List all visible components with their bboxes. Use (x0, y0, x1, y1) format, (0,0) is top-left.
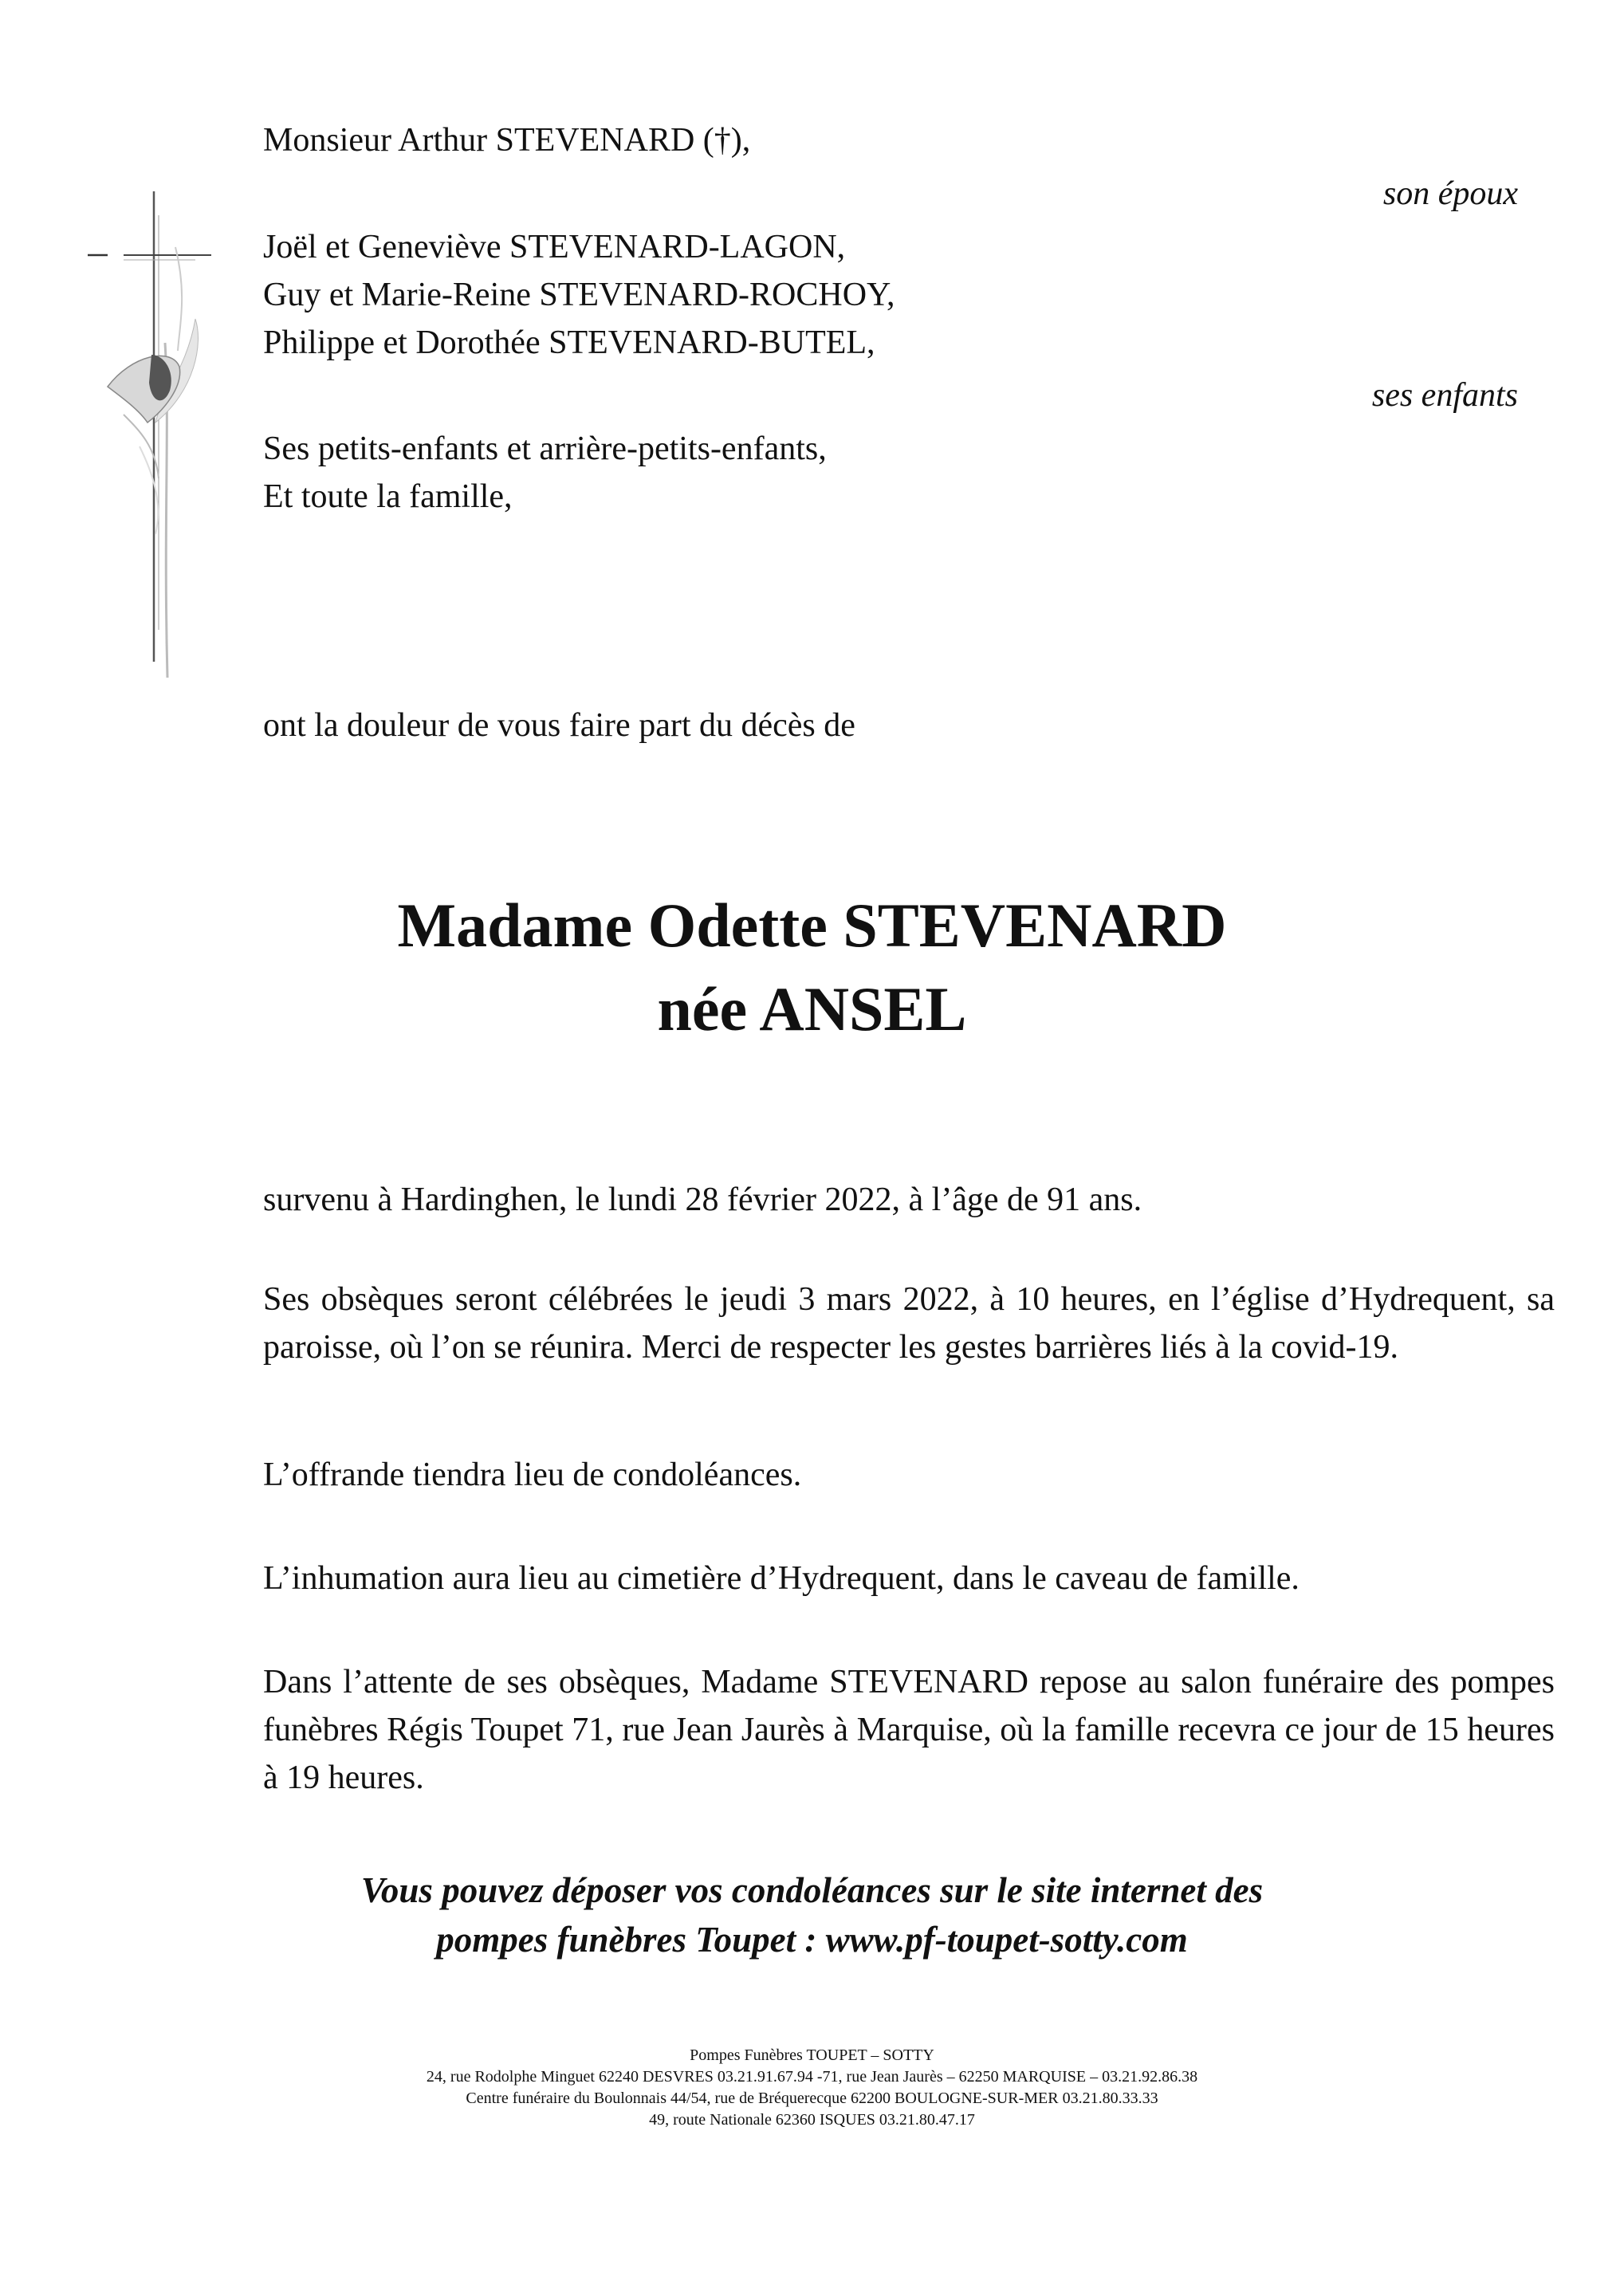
condolences-note-line-2: pompes funèbres Toupet : www.pf-toupet-sotty.com (436, 1920, 1188, 1960)
death-details: survenu à Hardinghen, le lundi 28 février 2022, à l’âge de 91 ans. (263, 1181, 1142, 1218)
footer-company: Pompes Funèbres TOUPET – SOTTY (690, 2046, 934, 2064)
grandchildren-line: Ses petits-enfants et arrière-petits-enfants, (263, 431, 827, 467)
deceased-name: Madame Odette STEVENARD (397, 890, 1227, 960)
offering-note: L’offrande tiendra lieu de condoléances. (263, 1457, 802, 1493)
husband-line: Monsieur Arthur STEVENARD (†), (263, 122, 751, 159)
footer-line-1: 24, rue Rodolphe Minguet 62240 DESVRES 03.21.91.67.94 -71, rue Jean Jaurès – 62250 MARQUISE – 03.21.92.86.38 (426, 2068, 1198, 2086)
husband-relation: son époux (1382, 175, 1518, 212)
condolences-note-line-1: Vous pouvez déposer vos condoléances sur le site internet des (360, 1870, 1264, 1910)
child-line-1: Joël et Geneviève STEVENARD-LAGON, (263, 229, 846, 265)
footer-line-3: 49, route Nationale 62360 ISQUES 03.21.80.47.17 (649, 2111, 975, 2129)
cross-with-calla-lily-icon (76, 183, 235, 694)
children-relation: ses enfants (1371, 377, 1518, 414)
funeral-details: Ses obsèques seront célébrées le jeudi 3 mars 2022, à 10 heures, en l’église d’Hydrequent, sa paroisse, où l’on se réunira. Merci de respecter les gestes barrières liés à la covid-19. (263, 1281, 1555, 1366)
footer-line-2: Centre funéraire du Boulonnais 44/54, rue de Bréquerecque 62200 BOULOGNE-SUR-MER 03.21.80.33.33 (466, 2090, 1158, 2107)
child-line-3: Philippe et Dorothée STEVENARD-BUTEL, (263, 324, 875, 361)
family-line: Et toute la famille, (263, 478, 513, 515)
deceased-maiden-name: née ANSEL (657, 974, 967, 1044)
burial-details: L’inhumation aura lieu au cimetière d’Hydrequent, dans le caveau de famille. (263, 1560, 1300, 1597)
visitation-details: Dans l’attente de ses obsèques, Madame STEVENARD repose au salon funéraire des pompes funèbres Régis Toupet 71, rue Jean Jaurès à Marquise, où la famille recevra ce jour de 15 heures à 19 heures. (263, 1664, 1555, 1796)
child-line-2: Guy et Marie-Reine STEVENARD-ROCHOY, (263, 277, 895, 313)
announcement-text: ont la douleur de vous faire part du décès de (263, 707, 855, 744)
